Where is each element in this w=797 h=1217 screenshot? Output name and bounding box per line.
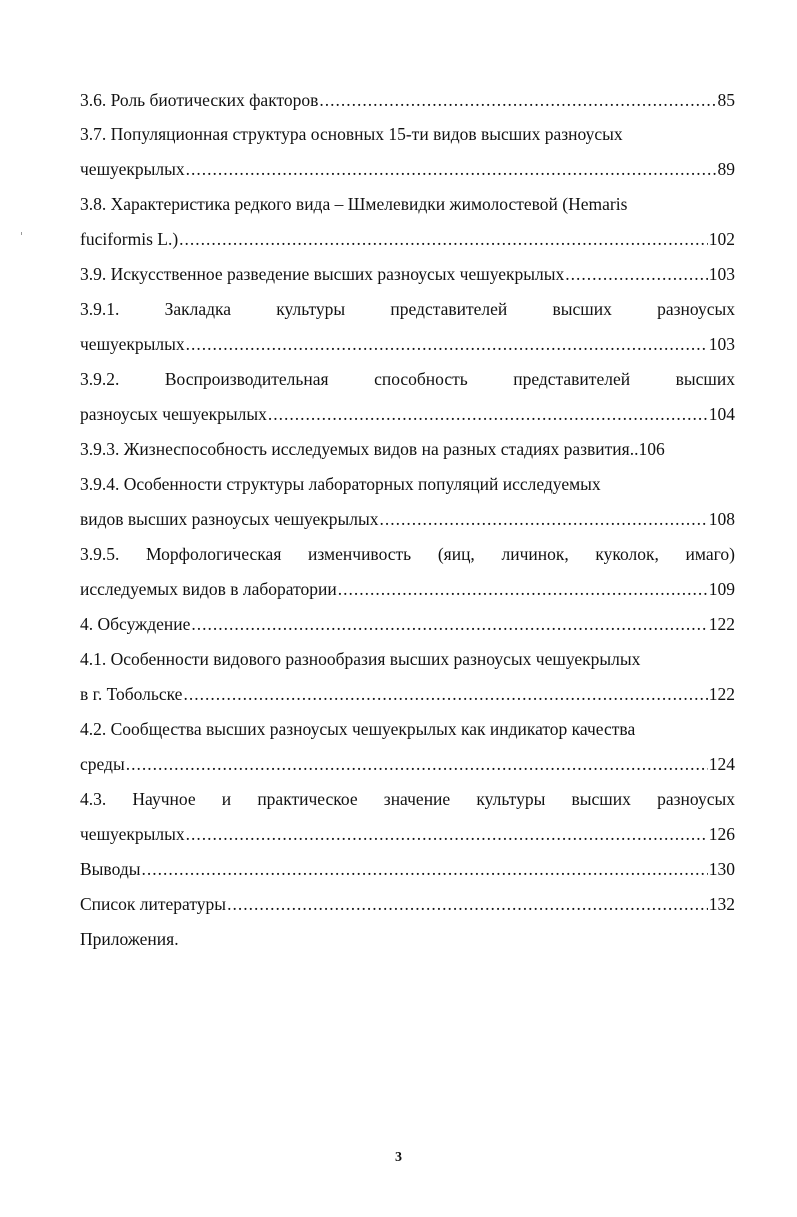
toc-page-number: 108	[708, 509, 735, 529]
toc-title-line: 3.9.4. Особенности структуры лабораторных популяций исследуемых	[80, 474, 601, 494]
toc-title-line: 3.8. Характеристика редкого вида – Шмелевидки жимолостевой (Hemaris	[80, 194, 628, 214]
toc-entry	[80, 292, 735, 362]
toc-entry	[80, 432, 735, 467]
toc-line	[80, 432, 735, 467]
toc-leader	[191, 607, 707, 642]
toc-line	[80, 887, 735, 922]
toc-title: чешуекрылых	[80, 824, 185, 844]
toc-entry	[80, 887, 735, 922]
toc-entry	[80, 83, 735, 118]
toc-page-number: 130	[708, 859, 735, 879]
toc-title: Список литературы	[80, 894, 227, 914]
toc-title-line	[80, 362, 735, 397]
toc-entry	[80, 642, 735, 712]
toc-line	[80, 677, 735, 712]
toc-page-number: 122	[708, 684, 735, 704]
toc-page-number: 132	[708, 894, 735, 914]
toc-line	[80, 327, 735, 362]
toc-title-line: 3.7. Популяционная структура основных 15-ти видов высших разноусых	[80, 124, 623, 144]
toc-line	[80, 222, 735, 257]
toc-leader	[183, 677, 707, 712]
toc-word: Воспроизводительная	[164, 369, 329, 389]
toc-leader	[186, 327, 708, 362]
toc-entry	[80, 537, 735, 607]
toc-word: куколок,	[595, 544, 659, 564]
toc-entry	[80, 362, 735, 432]
toc-entry	[80, 852, 735, 887]
toc-word: разноусых	[657, 299, 735, 319]
toc-title: 3.6. Роль биотических факторов	[80, 90, 319, 110]
toc-page-number: 122	[708, 614, 735, 634]
toc-title: чешуекрылых	[80, 159, 185, 179]
toc-word: имаго)	[685, 544, 735, 564]
toc-word: Морфологическая	[146, 544, 282, 564]
toc-word: высших	[552, 299, 612, 319]
toc-page-number: 89	[717, 159, 735, 179]
toc-line	[80, 397, 735, 432]
toc-leader	[141, 852, 707, 887]
toc-page-number: 85	[717, 90, 735, 110]
toc-title: исследуемых видов в лаборатории	[80, 579, 337, 599]
toc-leader	[338, 572, 708, 607]
toc-entry	[80, 467, 735, 537]
toc-title: 4. Обсуждение	[80, 614, 191, 634]
toc-leader	[179, 222, 708, 257]
toc-word: высших	[571, 789, 631, 809]
toc-word: культуры	[276, 299, 346, 319]
toc-word: культуры	[476, 789, 546, 809]
toc-title-line	[80, 782, 735, 817]
toc-title: 3.9.3. Жизнеспособность исследуемых видов на разных стадиях развития..	[80, 439, 639, 459]
toc-word: высших	[675, 369, 735, 389]
toc-title: Выводы	[80, 859, 141, 879]
toc-line	[80, 607, 735, 642]
toc-word: представителей	[513, 369, 631, 389]
toc-page-number: 104	[708, 404, 735, 424]
toc-leader	[126, 747, 708, 782]
toc-leader	[319, 83, 716, 118]
toc-leader	[186, 817, 708, 852]
toc-word: 4.3.	[80, 789, 107, 809]
toc-entry	[80, 187, 735, 257]
toc-word: способность	[374, 369, 468, 389]
toc-word: и	[221, 789, 232, 809]
toc-title: 3.9. Искусственное разведение высших разноусых чешуекрылых	[80, 264, 565, 284]
toc-line	[80, 817, 735, 852]
toc-leader	[186, 152, 717, 187]
toc-title: чешуекрылых	[80, 334, 185, 354]
toc-line	[80, 502, 735, 537]
toc-line	[80, 83, 735, 118]
toc-page-number: 109	[708, 579, 735, 599]
toc-word: личинок,	[501, 544, 569, 564]
toc-title: разноусых чешуекрылых	[80, 404, 267, 424]
toc-page-number: 126	[708, 824, 735, 844]
toc-title-line	[80, 292, 735, 327]
toc-word: 3.9.2.	[80, 369, 120, 389]
toc-entry	[80, 257, 735, 292]
toc-page-number: 106	[638, 439, 665, 459]
toc-line	[80, 747, 735, 782]
toc-word: Научное	[132, 789, 196, 809]
toc-word: практическое	[257, 789, 358, 809]
toc-page-number: 103	[708, 334, 735, 354]
toc-line	[80, 152, 735, 187]
toc-word: (яиц,	[437, 544, 475, 564]
toc-leader	[227, 887, 708, 922]
toc-line	[80, 852, 735, 887]
toc-title-line	[80, 537, 735, 572]
toc-page-number: 124	[708, 754, 735, 774]
toc-title: в г. Тобольске	[80, 684, 183, 704]
toc-entry	[80, 607, 735, 642]
toc-title-line: 4.2. Сообщества высших разноусых чешуекрылых как индикатор качества	[80, 719, 636, 739]
toc-line	[80, 572, 735, 607]
toc-entry	[80, 117, 735, 187]
toc-leader	[380, 502, 708, 537]
toc-page-number: 103	[708, 264, 735, 284]
toc-word: представителей	[390, 299, 508, 319]
toc-entry	[80, 712, 735, 782]
toc-leader	[565, 257, 707, 292]
toc-entry	[80, 782, 735, 852]
page-number: 3	[395, 1150, 402, 1165]
toc-line	[80, 257, 735, 292]
toc-word: 3.9.1.	[80, 299, 120, 319]
toc-title: видов высших разноусых чешуекрылых	[80, 509, 379, 529]
toc-title: среды	[80, 754, 125, 774]
toc-word: значение	[383, 789, 451, 809]
toc-word: изменчивость	[308, 544, 412, 564]
toc-word: 3.9.5.	[80, 544, 120, 564]
toc-word: разноусых	[657, 789, 735, 809]
toc-word: Закладка	[164, 299, 232, 319]
scan-mark	[21, 232, 22, 235]
toc-title: fuciformis L.)	[80, 229, 179, 249]
toc-title-line: 4.1. Особенности видового разнообразия высших разноусых чешуекрылых	[80, 649, 641, 669]
toc-leader	[268, 397, 708, 432]
toc-page-number: 102	[708, 229, 735, 249]
toc-title: Приложения.	[80, 929, 179, 949]
toc-entry	[80, 922, 735, 957]
